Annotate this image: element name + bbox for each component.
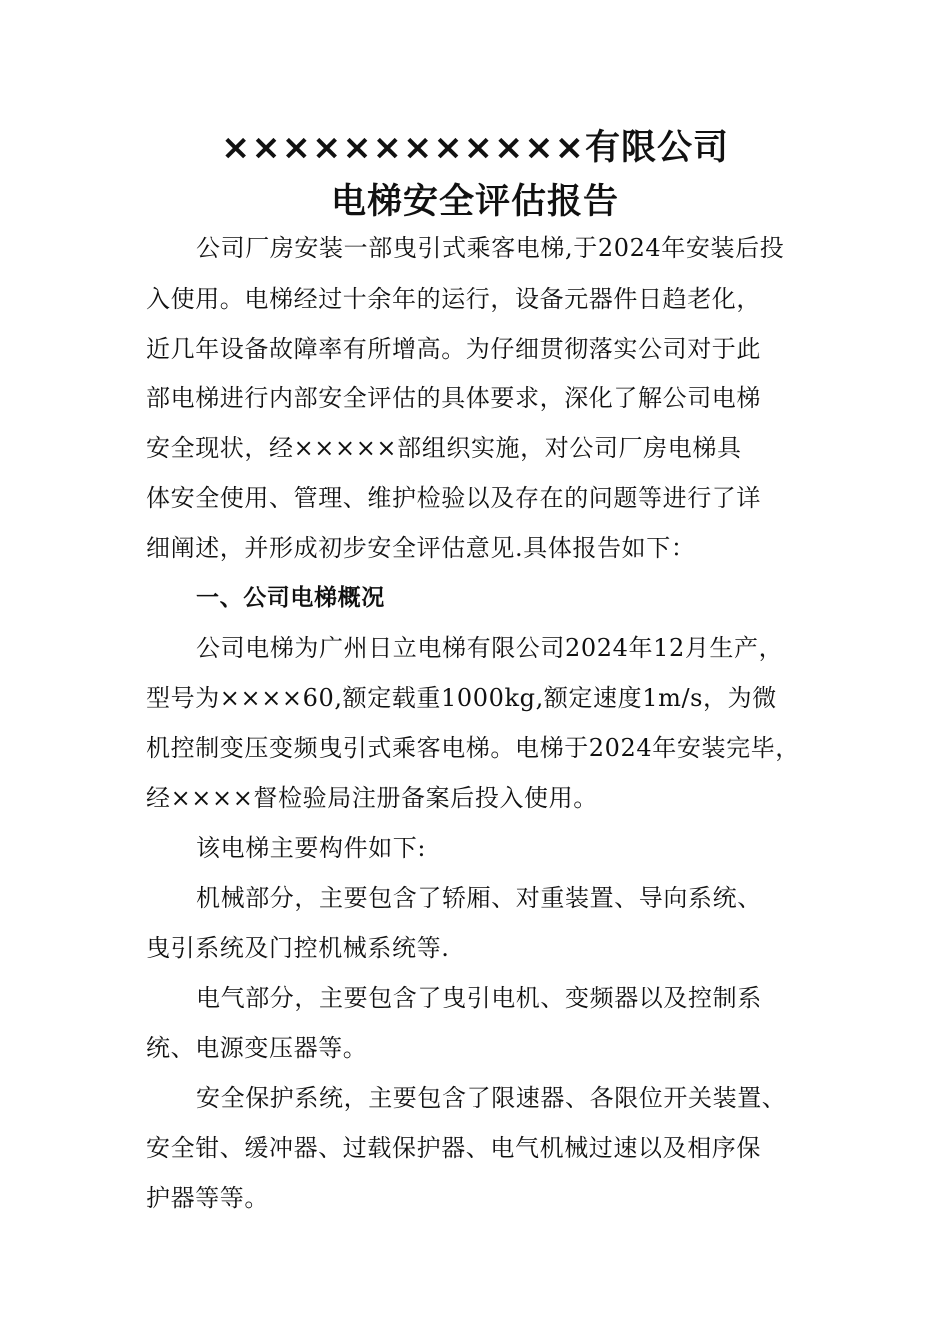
paragraph-line: 体安全使用、管理、维护检验以及存在的问题等进行了详 (146, 484, 761, 512)
paragraph-line: 型号为××××60,额定载重1000kg,额定速度1m/s，为微 (146, 684, 777, 712)
paragraph-line: 细阐述，并形成初步安全评估意见.具体报告如下： (146, 534, 696, 562)
paragraph-line: 电气部分，主要包含了曳引电机、变频器以及控制系 (196, 984, 762, 1012)
paragraph-line: 机控制变压变频曳引式乘客电梯。电梯于2024年安装完毕， (146, 734, 800, 762)
paragraph-line: 护器等等。 (146, 1184, 269, 1212)
paragraph-line: 安全钳、缓冲器、过载保护器、电气机械过速以及相序保 (146, 1134, 761, 1162)
paragraph-line: 近几年设备故障率有所增高。为仔细贯彻落实公司对于此 (146, 335, 761, 363)
title-report: 电梯安全评估报告 (330, 182, 619, 222)
paragraph-line: 机械部分，主要包含了轿厢、对重装置、导向系统、 (196, 884, 762, 912)
paragraph-line: 安全保护系统，主要包含了限速器、各限位开关装置、 (196, 1084, 787, 1112)
title-company: ××××××××××××有限公司 (221, 128, 729, 168)
paragraph-line: 经××××督检验局注册备案后投入使用。 (146, 784, 598, 812)
paragraph-line: 公司厂房安装一部曳引式乘客电梯,于2024年安装后投 (196, 234, 785, 262)
paragraph-line: 该电梯主要构件如下: (196, 834, 427, 862)
paragraph-line: 入使用。电梯经过十余年的运行，设备元器件日趋老化， (146, 285, 761, 313)
paragraph-line: 部电梯进行内部安全评估的具体要求，深化了解公司电梯 (146, 384, 761, 412)
paragraph-line: 安全现状，经×××××部组织实施，对公司厂房电梯具 (146, 434, 742, 462)
section-heading: 一、公司电梯概况 (196, 585, 385, 611)
paragraph-line: 统、电源变压器等。 (146, 1034, 368, 1062)
paragraph-line: 曳引系统及门控机械系统等. (146, 934, 450, 962)
paragraph-line: 公司电梯为广州日立电梯有限公司2024年12月生产， (196, 634, 784, 662)
